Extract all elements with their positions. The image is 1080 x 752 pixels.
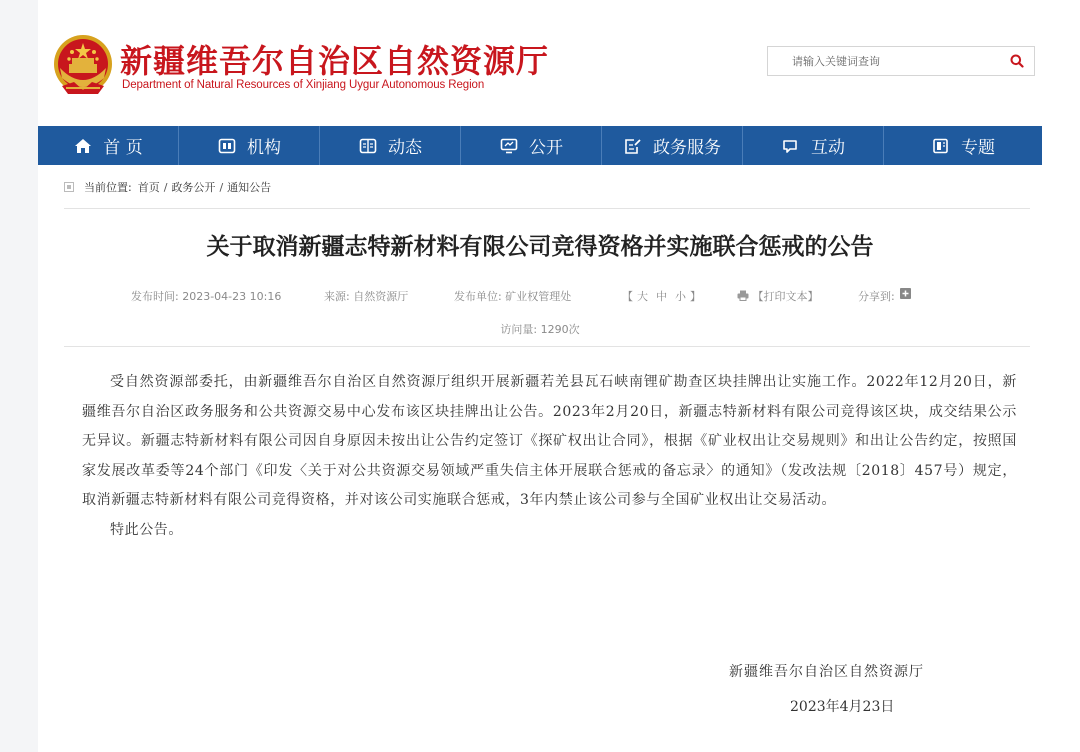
national-emblem-icon[interactable]	[52, 34, 114, 98]
article-paragraph: 受自然资源部委托，由新疆维吾尔自治区自然资源厅组织开展新疆若羌县瓦石峡南锂矿勘查区块挂牌出让实施工作。2022年12月20日，新疆维吾尔自治区政务服务和公共资源交易中心发布该区块挂牌出让公告。2023年2月20日，新疆志特新材料有限公司竞得该区块，成交结果公示无异议。新疆志特新材料有限公司因自身原因未按出让公告约定签订《探矿权出让合同》，根据《矿业权出让交易规则》和出让公告约定，按照国家发展改革委等24个部门《印发〈关于对公共资源交易领域严重失信主体开展联合惩戒的备忘录〉的通知》（发改法规〔2018〕457号）规定，取消新疆志特新材料有限公司竞得资格，并对该公司实施联合惩戒，3年内禁止该公司参与全国矿业权出让交易活动。	[82, 374, 1017, 508]
article-body	[82, 368, 1017, 545]
more-share-icon[interactable]	[900, 288, 911, 299]
issue-date: 2023年4月23日	[790, 699, 895, 715]
article-meta	[40, 288, 1040, 306]
search-box	[767, 46, 1035, 76]
nav-item-public[interactable]	[461, 126, 602, 165]
nav-item-label: 动态	[388, 138, 422, 158]
news-icon	[358, 136, 378, 156]
site-header	[38, 0, 1042, 126]
divider	[64, 346, 1030, 347]
site-title[interactable]: 新疆维吾尔自治区自然资源厅	[120, 42, 550, 80]
breadcrumb-prefix: 当前位置:	[84, 181, 132, 194]
divider	[64, 208, 1030, 209]
left-margin-strip	[0, 0, 38, 752]
nav-item-label: 专题	[961, 138, 995, 158]
print-label: 【打印文本】	[752, 290, 819, 303]
article-closing: 特此公告。	[110, 521, 183, 538]
source-value: 自然资源厅	[353, 290, 409, 303]
breadcrumb-home-link[interactable]: 首页	[137, 181, 160, 194]
topic-icon	[931, 136, 951, 156]
view-count: 访问量: 1290次	[500, 323, 580, 336]
font-small-button[interactable]: 小	[675, 290, 686, 303]
source-label: 来源:	[324, 290, 350, 303]
font-medium-button[interactable]: 中	[656, 290, 667, 303]
nav-item-topics[interactable]	[884, 126, 1042, 165]
nav-item-label: 首 页	[103, 138, 143, 158]
publish-time	[131, 288, 281, 304]
share-label: 分享到:	[858, 290, 895, 303]
publish-time-value: 2023-04-23 10:16	[182, 290, 282, 303]
site-title-english: Department of Natural Resources of Xinjiang Uygur Autonomous Region	[122, 79, 485, 91]
article-title: 关于取消新疆志特新材料有限公司竞得资格并实施联合惩戒的公告	[206, 234, 874, 260]
breadcrumb-notices-link[interactable]: 通知公告	[227, 181, 272, 194]
nav-item-home[interactable]	[38, 126, 179, 165]
search-icon	[1010, 54, 1024, 68]
nav-item-label: 政务服务	[653, 138, 721, 158]
nav-item-institution[interactable]	[179, 126, 320, 165]
unit-value: 矿业权管理处	[505, 290, 572, 303]
search-button[interactable]	[1006, 50, 1028, 72]
location-icon	[64, 182, 74, 192]
printer-icon	[737, 290, 749, 301]
nav-item-services[interactable]	[602, 126, 743, 165]
font-size-selector	[622, 288, 701, 304]
unit-label: 发布单位:	[454, 290, 502, 303]
bracket: 】	[690, 290, 701, 303]
nav-item-label: 机构	[247, 138, 281, 158]
main-navigation	[38, 126, 1042, 165]
breadcrumb-separator: /	[219, 180, 224, 194]
nav-item-label: 互动	[811, 138, 845, 158]
home-icon	[73, 136, 93, 156]
chat-icon	[781, 136, 801, 156]
publishing-unit	[454, 288, 571, 304]
breadcrumb	[64, 179, 271, 195]
font-large-button[interactable]: 大	[637, 290, 648, 303]
monitor-icon	[499, 136, 519, 156]
print-button[interactable]	[737, 288, 819, 304]
source	[324, 288, 408, 304]
publish-time-label: 发布时间:	[131, 290, 179, 303]
search-input[interactable]	[768, 47, 998, 75]
share-section	[858, 288, 900, 304]
breadcrumb-gov-public-link[interactable]: 政务公开	[171, 181, 216, 194]
institution-icon	[217, 136, 237, 156]
issuing-authority: 新疆维吾尔自治区自然资源厅	[729, 664, 924, 680]
bracket: 【	[622, 290, 633, 303]
edit-icon	[623, 136, 643, 156]
nav-item-label: 公开	[529, 138, 563, 158]
nav-item-news[interactable]	[320, 126, 461, 165]
breadcrumb-separator: /	[163, 180, 168, 194]
nav-item-interaction[interactable]	[743, 126, 884, 165]
